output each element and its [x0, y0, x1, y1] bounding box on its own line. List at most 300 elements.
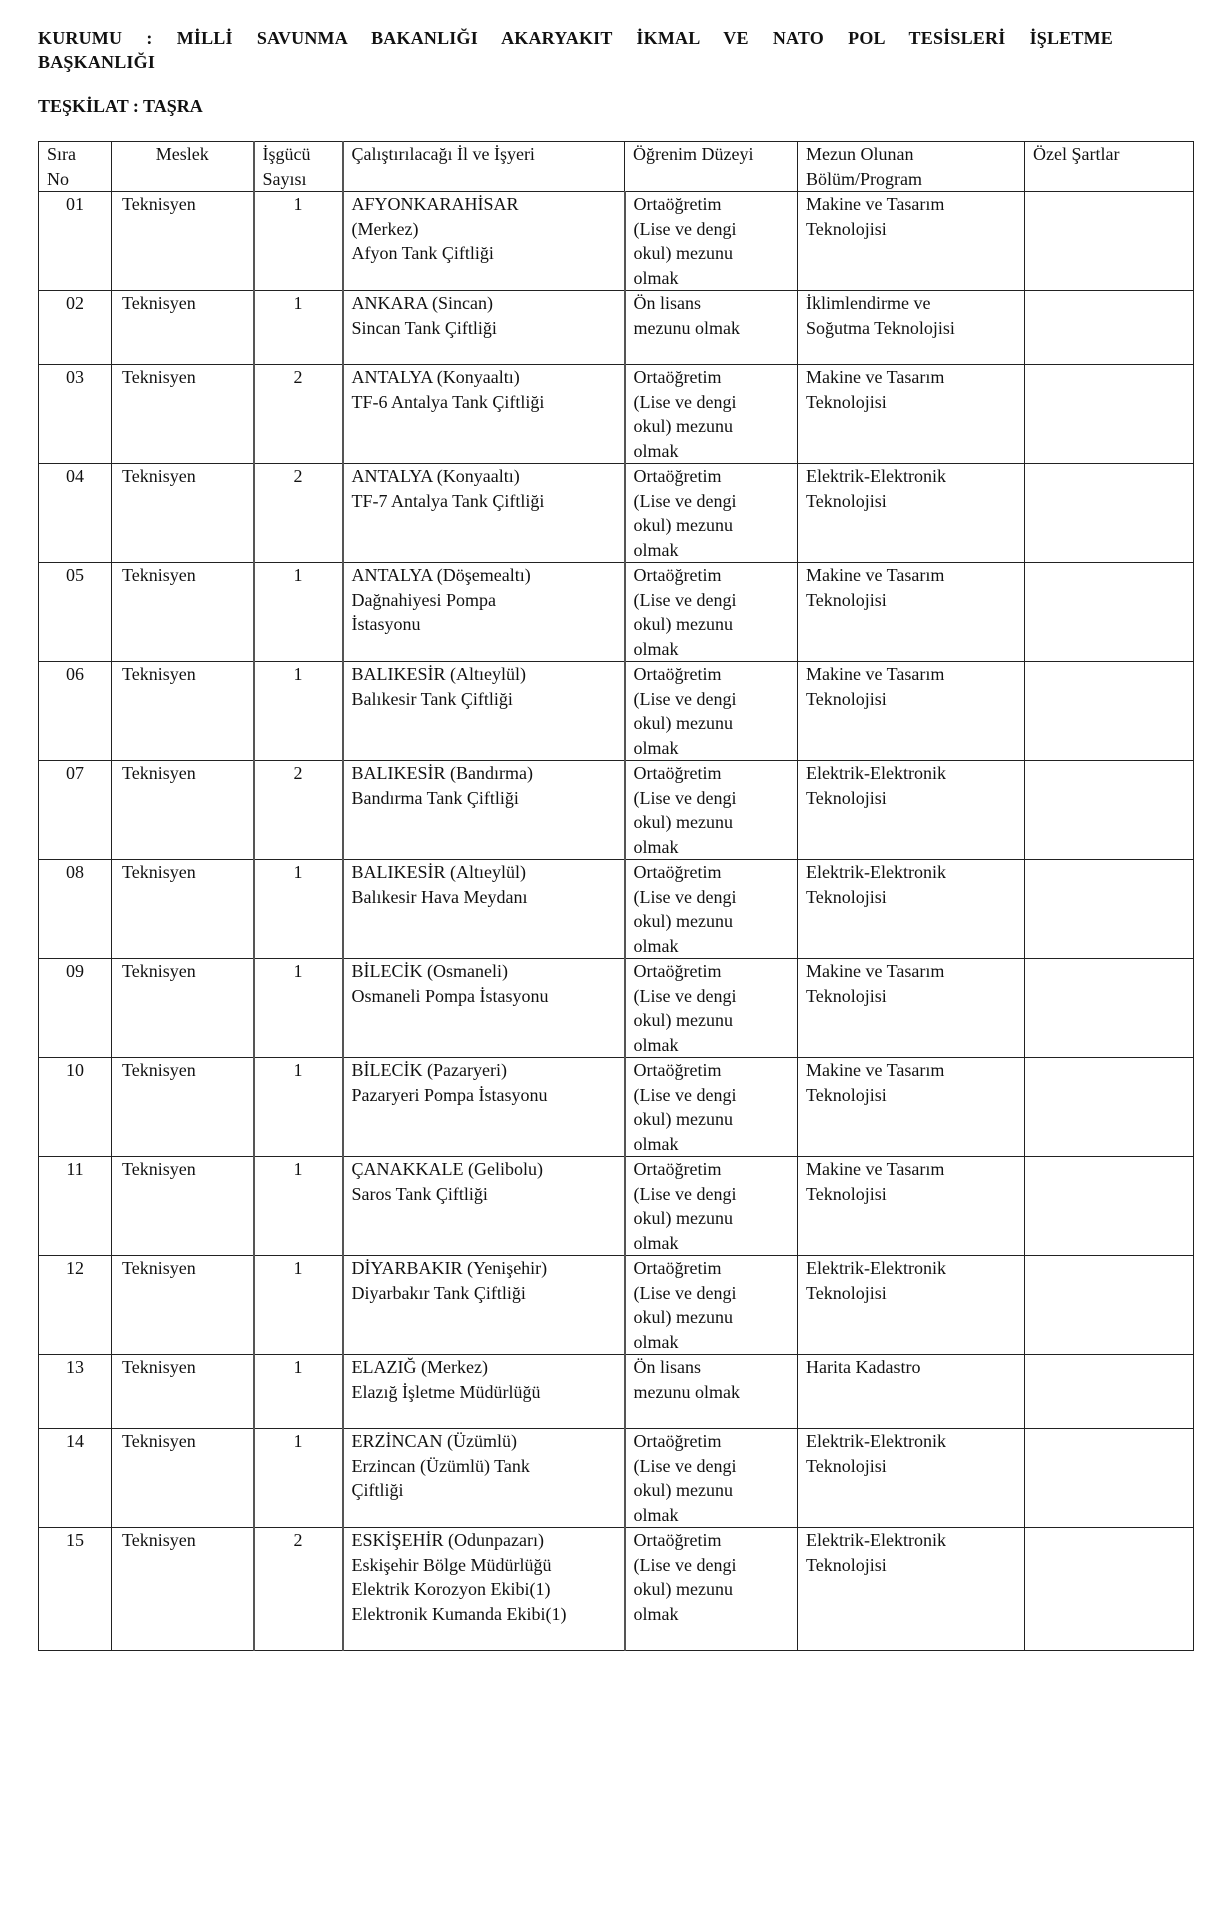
cell-ozel-sartlar	[1025, 1429, 1194, 1528]
cell-ozel-sartlar	[1025, 563, 1194, 662]
header-col-isyeri	[343, 142, 625, 192]
cell-line: olmak	[633, 1603, 679, 1624]
cell-text: Teknisyen	[122, 1258, 196, 1278]
cell-line: okul) mezunu	[633, 614, 733, 634]
cell-line: Balıkesir Hava Meydanı	[351, 886, 528, 907]
cell-line: olmak	[633, 267, 679, 288]
cell-isgucu-sayisi	[254, 1058, 343, 1157]
cell-line: (Lise ve dengi	[633, 1084, 737, 1105]
cell-line: (Lise ve dengi	[633, 1183, 737, 1204]
cell-line: Balıkesir Tank Çiftliği	[351, 688, 513, 709]
cell-line: olmak	[633, 935, 679, 956]
cell-bolum	[798, 1528, 1025, 1651]
cell-meslek	[112, 1157, 254, 1256]
cell-bolum	[798, 662, 1025, 761]
cell-isgucu-sayisi	[254, 291, 343, 365]
cell-bolum	[798, 761, 1025, 860]
cell-line: Teknolojisi	[806, 490, 887, 511]
cell-line: Teknolojisi	[806, 1455, 887, 1476]
cell-text: Teknisyen	[122, 1530, 196, 1550]
cell-isyeri	[343, 761, 625, 860]
cell-text: 09	[66, 961, 84, 981]
cell-line: Harita Kadastro	[806, 1357, 921, 1377]
cell-line: Teknolojisi	[806, 1084, 887, 1105]
cell-line: (Lise ve dengi	[633, 787, 737, 808]
cell-sira-no	[39, 1157, 112, 1256]
header-text: Sıra	[47, 144, 76, 164]
cell-bolum	[798, 959, 1025, 1058]
cell-line: Ortaöğretim	[633, 1159, 722, 1179]
cell-bolum	[798, 860, 1025, 959]
cell-meslek	[112, 563, 254, 662]
cell-line: (Lise ve dengi	[633, 1282, 737, 1303]
cell-text: 06	[66, 664, 84, 684]
cell-bolum	[798, 1355, 1025, 1429]
cell-line: olmak	[633, 1232, 679, 1253]
header-col-sira-no	[39, 142, 112, 192]
table-row	[39, 291, 1194, 365]
cell-ogrenim	[625, 464, 798, 563]
cell-sira-no	[39, 1058, 112, 1157]
cell-line: Bandırma Tank Çiftliği	[351, 787, 519, 808]
cell-text: Teknisyen	[122, 1159, 196, 1179]
cell-text: 1	[293, 194, 303, 214]
cell-meslek	[112, 1355, 254, 1429]
cell-line: Ortaöğretim	[633, 565, 722, 585]
cell-ogrenim	[625, 1058, 798, 1157]
cell-sira-no	[39, 662, 112, 761]
cell-line: (Lise ve dengi	[633, 391, 737, 412]
cell-line: Elektrik-Elektronik	[806, 763, 946, 783]
cell-line: Makine ve Tasarım	[806, 1060, 945, 1080]
cell-line: Elektrik-Elektronik	[806, 862, 946, 882]
cell-text: 01	[66, 194, 84, 214]
cell-line: okul) mezunu	[633, 1208, 733, 1228]
cell-meslek	[112, 1528, 254, 1651]
header-text: Meslek	[155, 144, 209, 164]
cell-sira-no	[39, 1256, 112, 1355]
cell-isyeri	[343, 1256, 625, 1355]
cell-text: 10	[66, 1060, 84, 1080]
cell-ozel-sartlar	[1025, 662, 1194, 761]
cell-sira-no	[39, 761, 112, 860]
cell-line: ANTALYA (Konyaaltı)	[351, 466, 520, 486]
cell-line: Ortaöğretim	[633, 664, 722, 684]
cell-ogrenim	[625, 563, 798, 662]
cell-line: (Lise ve dengi	[633, 218, 737, 239]
cell-line: okul) mezunu	[633, 515, 733, 535]
cell-text: 12	[66, 1258, 84, 1278]
cell-line: Ortaöğretim	[633, 763, 722, 783]
cell-ogrenim	[625, 860, 798, 959]
cell-bolum	[798, 1157, 1025, 1256]
cell-isyeri	[343, 1429, 625, 1528]
cell-isgucu-sayisi	[254, 662, 343, 761]
cell-bolum	[798, 464, 1025, 563]
cell-line: Ortaöğretim	[633, 1431, 722, 1451]
cell-text: 11	[66, 1159, 84, 1179]
cell-line: Ortaöğretim	[633, 466, 722, 486]
cell-text: 08	[66, 862, 84, 882]
cell-text: Teknisyen	[122, 367, 196, 387]
table-row	[39, 563, 1194, 662]
cell-isgucu-sayisi	[254, 365, 343, 464]
cell-text: Teknisyen	[122, 293, 196, 313]
cell-line: Eskişehir Bölge Müdürlüğü	[351, 1554, 552, 1575]
header-text: Bölüm/Program	[806, 168, 922, 189]
cell-line: Makine ve Tasarım	[806, 1159, 945, 1179]
cell-line: Teknolojisi	[806, 787, 887, 808]
cell-line: Ön lisans	[633, 1357, 701, 1377]
cell-isyeri	[343, 662, 625, 761]
cell-text: 2	[293, 367, 303, 387]
cell-line: Makine ve Tasarım	[806, 961, 945, 981]
cell-ozel-sartlar	[1025, 365, 1194, 464]
cell-line: Makine ve Tasarım	[806, 664, 945, 684]
cell-line: ANKARA (Sincan)	[351, 293, 493, 313]
table-row	[39, 860, 1194, 959]
cell-line: okul) mezunu	[633, 1480, 733, 1500]
cell-sira-no	[39, 959, 112, 1058]
header-col-isgucu-sayisi	[254, 142, 343, 192]
cell-line: Makine ve Tasarım	[806, 367, 945, 387]
cell-line: ANTALYA (Döşemealtı)	[351, 565, 531, 585]
institution-title-line2: BAŞKANLIĞI	[38, 52, 156, 72]
cell-ogrenim	[625, 1355, 798, 1429]
cell-text: 1	[293, 1060, 303, 1080]
cell-text: Teknisyen	[122, 565, 196, 585]
cell-line: Soğutma Teknolojisi	[806, 317, 955, 338]
cell-isyeri	[343, 291, 625, 365]
cell-isyeri	[343, 1355, 625, 1429]
cell-line: (Lise ve dengi	[633, 490, 737, 511]
cell-line: (Lise ve dengi	[633, 1554, 737, 1575]
cell-ogrenim	[625, 1256, 798, 1355]
cell-line: (Lise ve dengi	[633, 1455, 737, 1476]
cell-ogrenim	[625, 1528, 798, 1651]
cell-line: (Lise ve dengi	[633, 688, 737, 709]
table-row	[39, 959, 1194, 1058]
cell-ogrenim	[625, 662, 798, 761]
cell-meslek	[112, 761, 254, 860]
cell-text: Teknisyen	[122, 664, 196, 684]
cell-line: (Lise ve dengi	[633, 985, 737, 1006]
table-header-row	[39, 142, 1194, 192]
cell-text: 04	[66, 466, 84, 486]
cell-line: Ortaöğretim	[633, 194, 722, 214]
cell-line: olmak	[633, 440, 679, 461]
table-row	[39, 464, 1194, 563]
cell-text: 1	[293, 1258, 303, 1278]
cell-line: olmak	[633, 836, 679, 857]
cell-ozel-sartlar	[1025, 959, 1194, 1058]
cell-meslek	[112, 464, 254, 563]
cell-isyeri	[343, 365, 625, 464]
cell-ozel-sartlar	[1025, 860, 1194, 959]
cell-text: Teknisyen	[122, 194, 196, 214]
cell-line: (Lise ve dengi	[633, 589, 737, 610]
header-col-bolum	[798, 142, 1025, 192]
cell-text: Teknisyen	[122, 1357, 196, 1377]
cell-line: Elektrik-Elektronik	[806, 1258, 946, 1278]
cell-isgucu-sayisi	[254, 563, 343, 662]
cell-isyeri	[343, 1058, 625, 1157]
institution-title	[38, 26, 1113, 74]
cell-line: Diyarbakır Tank Çiftliği	[351, 1282, 526, 1303]
cell-line: olmak	[633, 539, 679, 560]
cell-ogrenim	[625, 761, 798, 860]
cell-meslek	[112, 291, 254, 365]
cell-line: Osmaneli Pompa İstasyonu	[351, 985, 549, 1006]
cell-text: 15	[66, 1530, 84, 1550]
cell-meslek	[112, 860, 254, 959]
cell-bolum	[798, 1058, 1025, 1157]
cell-text: 02	[66, 293, 84, 313]
cell-text: 14	[66, 1431, 84, 1451]
cell-isyeri	[343, 1157, 625, 1256]
cell-bolum	[798, 291, 1025, 365]
header-text: Çalıştırılacağı İl ve İşyeri	[351, 144, 535, 164]
cell-ogrenim	[625, 365, 798, 464]
cell-isyeri	[343, 959, 625, 1058]
cell-ozel-sartlar	[1025, 192, 1194, 291]
cell-line: Elazığ İşletme Müdürlüğü	[351, 1381, 541, 1402]
cell-line: okul) mezunu	[633, 1109, 733, 1129]
header-text: Öğrenim Düzeyi	[633, 144, 754, 164]
cell-isgucu-sayisi	[254, 860, 343, 959]
table-row	[39, 662, 1194, 761]
cell-text: 13	[66, 1357, 84, 1377]
cell-sira-no	[39, 563, 112, 662]
cell-text: 1	[293, 961, 303, 981]
cell-line: Ortaöğretim	[633, 1258, 722, 1278]
cell-line: Elektrik-Elektronik	[806, 1431, 946, 1451]
cell-line: olmak	[633, 1331, 679, 1352]
header-col-ozel-sartlar	[1025, 142, 1194, 192]
cell-isgucu-sayisi	[254, 1429, 343, 1528]
cell-sira-no	[39, 860, 112, 959]
cell-line: Elektrik-Elektronik	[806, 466, 946, 486]
cell-text: Teknisyen	[122, 961, 196, 981]
cell-line: Ortaöğretim	[633, 1060, 722, 1080]
cell-line: Sincan Tank Çiftliği	[351, 317, 497, 338]
cell-ogrenim	[625, 1429, 798, 1528]
cell-line: okul) mezunu	[633, 243, 733, 263]
cell-line: Teknolojisi	[806, 985, 887, 1006]
institution-title-line1: KURUMU : MİLLİ SAVUNMA BAKANLIĞI AKARYAKIT İKMAL VE NATO POL TESİSLERİ İŞLETME	[38, 28, 1113, 48]
header-col-meslek	[112, 142, 254, 192]
cell-line: okul) mezunu	[633, 713, 733, 733]
cell-text: 1	[293, 293, 303, 313]
cell-isgucu-sayisi	[254, 1157, 343, 1256]
cell-line: Makine ve Tasarım	[806, 194, 945, 214]
cell-line: BİLECİK (Pazaryeri)	[351, 1060, 507, 1080]
cell-line: Elektronik Kumanda Ekibi(1)	[351, 1603, 567, 1624]
table-row	[39, 1528, 1194, 1651]
cell-line: Dağnahiyesi Pompa	[351, 589, 496, 610]
cell-line: TF-7 Antalya Tank Çiftliği	[351, 490, 545, 511]
cell-sira-no	[39, 464, 112, 563]
cell-ogrenim	[625, 959, 798, 1058]
cell-line: Pazaryeri Pompa İstasyonu	[351, 1084, 548, 1105]
cell-line: ÇANAKKALE (Gelibolu)	[351, 1159, 543, 1179]
cell-line: İklimlendirme ve	[806, 293, 931, 313]
cell-ozel-sartlar	[1025, 1355, 1194, 1429]
cell-line: BALIKESİR (Altıeylül)	[351, 862, 526, 882]
cell-line: ELAZIĞ (Merkez)	[351, 1357, 488, 1377]
header-text: İşgücü	[262, 144, 311, 164]
cell-bolum	[798, 1429, 1025, 1528]
cell-isgucu-sayisi	[254, 1528, 343, 1651]
cell-ogrenim	[625, 291, 798, 365]
cell-line: BİLECİK (Osmaneli)	[351, 961, 508, 981]
positions-table	[38, 141, 1194, 1651]
table-row	[39, 761, 1194, 860]
cell-line: olmak	[633, 737, 679, 758]
cell-line: olmak	[633, 1504, 679, 1525]
header-text: No	[47, 168, 69, 189]
cell-text: 1	[293, 565, 303, 585]
table-row	[39, 1058, 1194, 1157]
cell-line: Elektrik Korozyon Ekibi(1)	[351, 1579, 551, 1599]
cell-meslek	[112, 365, 254, 464]
cell-line: Ortaöğretim	[633, 1530, 722, 1550]
cell-line: mezunu olmak	[633, 317, 740, 338]
cell-text: Teknisyen	[122, 1060, 196, 1080]
cell-ozel-sartlar	[1025, 1157, 1194, 1256]
cell-bolum	[798, 192, 1025, 291]
cell-line: (Lise ve dengi	[633, 886, 737, 907]
cell-isyeri	[343, 860, 625, 959]
cell-line: okul) mezunu	[633, 1579, 733, 1599]
cell-line: Teknolojisi	[806, 1282, 887, 1303]
cell-line: okul) mezunu	[633, 812, 733, 832]
cell-meslek	[112, 192, 254, 291]
cell-line: Afyon Tank Çiftliği	[351, 243, 494, 263]
cell-ozel-sartlar	[1025, 1058, 1194, 1157]
cell-line: Teknolojisi	[806, 589, 887, 610]
cell-sira-no	[39, 291, 112, 365]
cell-line: okul) mezunu	[633, 1010, 733, 1030]
table-row	[39, 1256, 1194, 1355]
cell-line: ERZİNCAN (Üzümlü)	[351, 1431, 517, 1451]
cell-text: 1	[293, 1159, 303, 1179]
cell-ogrenim	[625, 192, 798, 291]
cell-line: Elektrik-Elektronik	[806, 1530, 946, 1550]
cell-line: olmak	[633, 638, 679, 659]
cell-meslek	[112, 959, 254, 1058]
cell-line: Ortaöğretim	[633, 367, 722, 387]
cell-isgucu-sayisi	[254, 1355, 343, 1429]
cell-text: Teknisyen	[122, 1431, 196, 1451]
cell-meslek	[112, 662, 254, 761]
cell-isgucu-sayisi	[254, 192, 343, 291]
cell-line: (Merkez)	[351, 218, 419, 239]
cell-ogrenim	[625, 1157, 798, 1256]
cell-text: 1	[293, 664, 303, 684]
cell-line: olmak	[633, 1133, 679, 1154]
cell-line: AFYONKARAHİSAR	[351, 194, 519, 214]
cell-isyeri	[343, 464, 625, 563]
table-row	[39, 192, 1194, 291]
cell-line: okul) mezunu	[633, 416, 733, 436]
cell-bolum	[798, 1256, 1025, 1355]
cell-line: Ortaöğretim	[633, 961, 722, 981]
cell-text: 2	[293, 763, 303, 783]
cell-line: Makine ve Tasarım	[806, 565, 945, 585]
cell-line: Ön lisans	[633, 293, 701, 313]
cell-ozel-sartlar	[1025, 291, 1194, 365]
cell-line: Saros Tank Çiftliği	[351, 1183, 488, 1204]
cell-text: 1	[293, 1357, 303, 1377]
cell-sira-no	[39, 1429, 112, 1528]
cell-line: Teknolojisi	[806, 688, 887, 709]
table-row	[39, 1355, 1194, 1429]
cell-ozel-sartlar	[1025, 1528, 1194, 1651]
organization-label: TEŞKİLAT : TAŞRA	[38, 96, 203, 116]
cell-text: 03	[66, 367, 84, 387]
cell-sira-no	[39, 365, 112, 464]
cell-ozel-sartlar	[1025, 464, 1194, 563]
header-text: Özel Şartlar	[1033, 144, 1120, 164]
cell-line: Teknolojisi	[806, 391, 887, 412]
cell-line: Teknolojisi	[806, 886, 887, 907]
cell-text: 07	[66, 763, 84, 783]
cell-isyeri	[343, 563, 625, 662]
cell-sira-no	[39, 1528, 112, 1651]
cell-line: okul) mezunu	[633, 911, 733, 931]
table-row	[39, 365, 1194, 464]
cell-line: İstasyonu	[351, 614, 421, 634]
cell-sira-no	[39, 192, 112, 291]
cell-text: 2	[293, 1530, 303, 1550]
header-text: Mezun Olunan	[806, 144, 914, 164]
cell-text: Teknisyen	[122, 466, 196, 486]
cell-bolum	[798, 563, 1025, 662]
cell-line: BALIKESİR (Bandırma)	[351, 763, 533, 783]
cell-text: 2	[293, 466, 303, 486]
cell-sira-no	[39, 1355, 112, 1429]
cell-isgucu-sayisi	[254, 761, 343, 860]
cell-isgucu-sayisi	[254, 959, 343, 1058]
table-row	[39, 1429, 1194, 1528]
cell-line: Teknolojisi	[806, 218, 887, 239]
cell-line: TF-6 Antalya Tank Çiftliği	[351, 391, 545, 412]
cell-line: Erzincan (Üzümlü) Tank	[351, 1455, 530, 1476]
cell-line: mezunu olmak	[633, 1381, 740, 1402]
cell-isgucu-sayisi	[254, 464, 343, 563]
cell-meslek	[112, 1429, 254, 1528]
cell-line: DİYARBAKIR (Yenişehir)	[351, 1258, 548, 1278]
cell-line: Ortaöğretim	[633, 862, 722, 882]
cell-bolum	[798, 365, 1025, 464]
cell-text: Teknisyen	[122, 763, 196, 783]
cell-text: Teknisyen	[122, 862, 196, 882]
cell-meslek	[112, 1256, 254, 1355]
cell-line: Teknolojisi	[806, 1554, 887, 1575]
cell-ozel-sartlar	[1025, 761, 1194, 860]
header-text: Sayısı	[262, 168, 307, 189]
cell-line: okul) mezunu	[633, 1307, 733, 1327]
cell-line: ANTALYA (Konyaaltı)	[351, 367, 520, 387]
cell-isyeri	[343, 1528, 625, 1651]
cell-text: 1	[293, 1431, 303, 1451]
cell-line: BALIKESİR (Altıeylül)	[351, 664, 526, 684]
cell-line: Çiftliği	[351, 1480, 404, 1500]
header-col-ogrenim	[625, 142, 798, 192]
cell-isyeri	[343, 192, 625, 291]
table-body	[39, 192, 1194, 1651]
